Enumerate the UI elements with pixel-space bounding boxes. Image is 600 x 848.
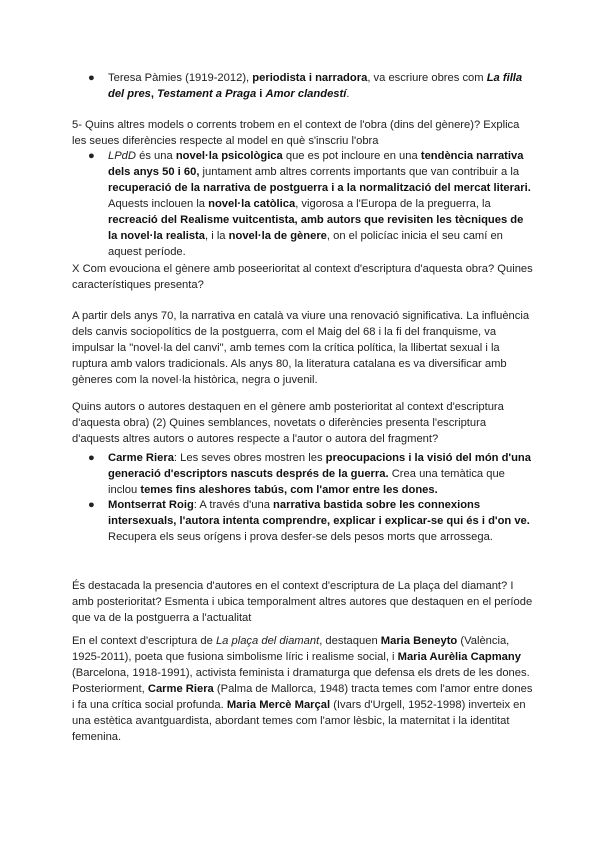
bullet-item-pamies — [72, 70, 534, 102]
answer-paragraph-women-authors: En el context d'escriptura de La plaça del diamant, destaquen Maria Beneyto (València, 1925-2011), poeta que fusiona simbolisme líric i realisme social, i Maria Aurèlia Capmany (Barcelona, 1918-1991), activista feminista i dramaturga que defensa els drets de les dones. Posteriorment, Carme Riera (Palma de Mallorca, 1948) tracta temes com l'amor entre dones i fa una crítica social profunda. Maria Mercè Marçal (Ivars d'Urgell, 1952-1998) inverteix en una estètica avantguardista, abordant temes com l'amor lèsbic, la maternitat i la identitat femenina. — [72, 635, 533, 743]
bullet-text: Montserrat Roig: A través d'una narrativa bastida sobre les connexions intersexuals, l'autora intenta comprendre, explicar i explicar-se qui és i d'on ve. Recupera els seus orígens i prova desfer-se dels pesos morts que arrossega. — [108, 499, 530, 543]
bullet-text: LPdD és una novel·la psicològica que es pot incloure en una tendència narrativa dels anys 50 i 60, juntament amb altres corrents importants que van contribuir a la recuperació de la narrativa de postguerra i a la normalització del mercat literari. Aquests inclouen la novel·la catòlica, vigorosa a l'Europa de la preguerra, la recreació del Realisme vuitcentista, amb autors que revisiten les tècniques de la novel·la realista, i la novel·la de gènere, on el policíac inicia el seu camí en aquest període. — [108, 150, 531, 258]
question-authors: Quins autors o autores destaquen en el gènere amb posterioritat al context d'escriptura d'aquesta obra) (2) Quines semblances, novetats o diferències presenta l'escriptura d'aquests altres autors o autores respecte a l'autor o autora del fragment? — [72, 401, 504, 445]
bullet-item-lpdd — [72, 148, 534, 260]
question-x: X Com evouciona el gènere amb poseerioritat al context d'escriptura d'aquesta obra? Quines característiques presenta? — [72, 263, 533, 291]
bullet-item-roig — [72, 497, 534, 545]
bullet-text: Carme Riera: Les seves obres mostren les preocupacions i la visió del món d'una generació d'escriptors nascuts després de la guerra. Crea una temàtica que inclou temes fins aleshores tabús, com l'amor entre les dones. — [108, 452, 531, 496]
bullet-item-riera — [72, 450, 534, 498]
question-5: 5- Quins altres models o corrents trobem en el context de l'obra (dins del gènere)? Explica les seues diferències respecte al model en què s'inscriu l'obra — [72, 119, 520, 147]
bullet-icon: ● — [88, 150, 95, 162]
answer-paragraph-evolution: A partir dels anys 70, la narrativa en català va viure una renovació significativa. La influència dels canvis sociopolítics de la postguerra, com el Maig del 68 i la fi del franquisme, va impulsar la "novel·la del canvi", amb temes com la crítica política, la llibertat sexual i la ruptura amb valors tradicionals. Als anys 80, la literatura catalana es va diversificar amb gèneres com la novel·la històrica, negra o juvenil. — [72, 310, 530, 386]
question-women-authors: És destacada la presencia d'autores en el context d'escriptura de La plaça del diamant? I amb posterioritat? Esmenta i ubica temporalment altres autores que destaquen en el període que va de la postguerra a l'actualitat — [72, 580, 533, 624]
bullet-icon: ● — [88, 499, 95, 511]
bullet-icon: ● — [88, 452, 95, 464]
bullet-icon: ● — [88, 72, 95, 84]
bullet-text: Teresa Pàmies (1919-2012), periodista i narradora, va escriure obres com La filla del pres, Testament a Praga i Amor clandestí. — [108, 72, 523, 100]
